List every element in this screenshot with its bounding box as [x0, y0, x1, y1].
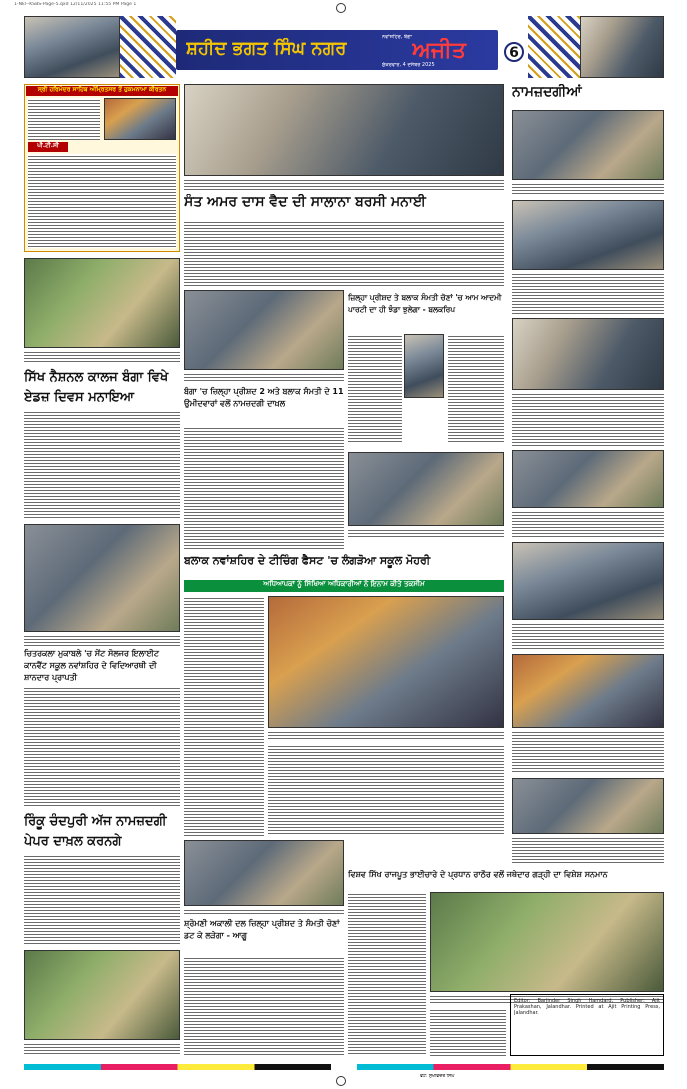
- tv-box-title: ਸ੍ਰੀ ਹਰਿਮੰਦਰ ਸਾਹਿਬ ਅੰਮ੍ਰਿਤਸਰ ਤੋਂ ਹੁਕਮਨਾਮਾ ਕੀਰਤਨ: [26, 86, 178, 96]
- registration-mark-icon: [336, 3, 346, 13]
- nomination-photo: [512, 200, 664, 270]
- photo-caption: [512, 392, 664, 446]
- nomination-photo-banga: [184, 290, 344, 370]
- imprint-text: Editor: Barjinder Singh Hamdard, Publisher: Ajit Prakashan, Jalandhar. Printed at Ajit Printing Press, Jalandhar.: [514, 998, 660, 1016]
- story-subheading-teaching-fest: ਅਧਿਆਪਕਾਂ ਨੂੰ ਸਿੱਖਿਆ ਅਧਿਕਾਰੀਆਂ ਨੇ ਇਨਾਮ ਕੀਤੇ ਤਕਸੀਮ: [184, 580, 504, 592]
- portrait-photo: [404, 334, 444, 398]
- masthead-date: ਸ਼ੁੱਕਰਵਾਰ, 4 ਦਸੰਬਰ 2025: [382, 62, 435, 68]
- meeting-photo: [348, 452, 504, 526]
- photo-caption: [184, 908, 344, 916]
- story-body: [184, 596, 264, 836]
- story-heading-teaching-fest: ਬਲਾਕ ਨਵਾਂਸ਼ਹਿਰ ਦੇ ਟੀਚਿੰਗ ਫੈਸਟ 'ਚ ਲੰਗੜੋਆ ਸਕੂਲ ਮੋਹਰੀ: [184, 554, 431, 567]
- story-heading-rajput: ਵਿਸ਼ਵ ਸਿੱਖ ਰਾਜਪੂਤ ਭਾਈਚਾਰੇ ਦੇ ਪ੍ਰਧਾਨ ਰਾਠੌਰ ਵਲੋਂ ਜਥੇਦਾਰ ਗੜ੍ਹੀ ਦਾ ਵਿਸ਼ੇਸ਼ ਸਨਮਾਨ: [348, 870, 608, 879]
- photo-caption: [512, 730, 664, 774]
- photo-caption: [512, 836, 664, 864]
- masthead-right-photo: [580, 16, 664, 78]
- award-photo: [24, 524, 180, 632]
- masthead-title: ਸ਼ਹੀਦ ਭਗਤ ਸਿੰਘ ਨਗਰ: [186, 38, 347, 59]
- masthead-region: ਨਵਾਂਸ਼ਹਿਰ, ਬੰਗਾ: [382, 34, 412, 40]
- photo-caption: [512, 182, 664, 196]
- barsi-photo: [184, 84, 504, 176]
- story-body: [184, 956, 344, 1056]
- masthead-brand: ਅਜੀਤ: [412, 38, 466, 63]
- photo-caption: [348, 528, 504, 538]
- story-heading-akali-dal: ਸ਼੍ਰੋਮਣੀ ਅਕਾਲੀ ਦਲ ਜ਼ਿਲ੍ਹਾ ਪ੍ਰੀਸ਼ਦ ਤੇ ਸੰਮਤੀ ਚੋਣਾਂ ਡਟ ਕੇ ਲੜੇਗਾ - ਆਗੂ: [184, 919, 340, 940]
- masthead-left-photo: [24, 16, 120, 78]
- masthead-pattern-right: [528, 16, 580, 78]
- story-heading-aap: ਜ਼ਿਲ੍ਹਾ ਪ੍ਰੀਸ਼ਦ ਤੇ ਬਲਾਕ ਸੰਮਤੀ ਚੋਣਾਂ 'ਚ ਆਮ ਆਦਮੀ ਪਾਰਟੀ ਦਾ ਹੀ ਝੰਡਾ ਝੁਲੇਗਾ - ਬਲਕਰਿਪ: [348, 293, 502, 314]
- color-bar: [24, 1064, 664, 1070]
- print-strip: 1-Nkl--KSBS-Page-5.qxd 12/11/2025 11:55 PM Page 1: [14, 2, 137, 7]
- story-heading-sikh-college: ਸਿੱਖ ਨੈਸ਼ਨਲ ਕਾਲਜ ਬੰਗਾ ਵਿਖੇ ਏਡਜ਼ ਦਿਵਸ ਮਨਾਇਆ: [24, 370, 169, 405]
- akali-dal-photo: [184, 840, 344, 906]
- students-group-photo: [24, 258, 180, 348]
- story-body: [430, 1008, 506, 1056]
- photo-caption: [268, 730, 504, 740]
- nomination-photo: [512, 110, 664, 180]
- nomination-photo: [512, 778, 664, 834]
- photo-caption: [512, 272, 664, 314]
- golden-temple-photo: [104, 98, 176, 140]
- photo-caption: [24, 1042, 180, 1056]
- photo-caption: [184, 178, 504, 190]
- photo-credit: ਫੋਟੋ: ਸੁਖਵਿੰਦਰ ਸਿੰਘ: [420, 1074, 455, 1079]
- story-body: [24, 686, 180, 808]
- tv-channel-tag: ਪੀ.ਟੀ.ਸੀ: [28, 142, 68, 152]
- story-body: [24, 410, 180, 520]
- story-body: [348, 334, 402, 444]
- tv-box-text-2: [28, 154, 176, 248]
- story-body: [348, 892, 426, 1056]
- story-body: [24, 854, 180, 946]
- group-photo: [24, 950, 180, 1040]
- photo-caption: [184, 372, 344, 382]
- page-number: 6: [504, 42, 524, 62]
- story-body: [448, 334, 504, 444]
- photo-caption: [512, 510, 664, 538]
- photo-caption: [512, 622, 664, 650]
- nomination-photo: [512, 654, 664, 728]
- masthead-pattern: [120, 16, 176, 78]
- teaching-fest-photo: [268, 596, 504, 728]
- photo-caption: [24, 350, 180, 364]
- photo-caption: [24, 634, 180, 646]
- story-body: [184, 426, 344, 550]
- registration-mark-icon: [336, 1076, 346, 1086]
- story-body: [268, 744, 504, 836]
- tv-box-text: [28, 98, 100, 140]
- nomination-photo: [512, 542, 664, 620]
- nomination-photo: [512, 450, 664, 508]
- story-body: [184, 220, 504, 286]
- story-heading-sant-amar-das: ਸੰਤ ਅਮਰ ਦਾਸ ਵੈਦ ਦੀ ਸਾਲਾਨਾ ਬਰਸੀ ਮਨਾਈ: [184, 194, 426, 210]
- nominations-heading: ਨਾਮਜ਼ਦਗੀਆਂ: [512, 84, 582, 100]
- rajput-honour-photo: [430, 892, 664, 992]
- story-heading-banga-nominations: ਬੰਗਾ 'ਚ ਜ਼ਿਲ੍ਹਾ ਪ੍ਰੀਸ਼ਦ 2 ਅਤੇ ਬਲਾਕ ਸੰਮਤੀ ਦੇ 11 ਉਮੀਦਵਾਰਾਂ ਵਲੋਂ ਨਾਮਜ਼ਦਗੀ ਦਾਖ਼ਲ: [184, 387, 344, 408]
- story-heading-drawing-competition: ਚਿਤਰਕਲਾ ਮੁਕਾਬਲੇ 'ਚ ਸੇਂਟ ਸੋਲਜਰ ਇਲਾਈਟ ਕਾਨਵੈਂਟ ਸਕੂਲ ਨਵਾਂਸ਼ਹਿਰ ਦੇ ਵਿਦਿਆਰਥੀ ਦੀ ਸ਼ਾਨਦਾਰ ਪ੍ਰਾਪਤੀ: [24, 649, 159, 682]
- story-heading-rinku: ਰਿੰਕੂ ਚੰਦਪੁਰੀ ਅੱਜ ਨਾਮਜ਼ਦਗੀ ਪੇਪਰ ਦਾਖ਼ਲ ਕਰਨਗੇ: [24, 814, 167, 849]
- nomination-photo: [512, 318, 664, 390]
